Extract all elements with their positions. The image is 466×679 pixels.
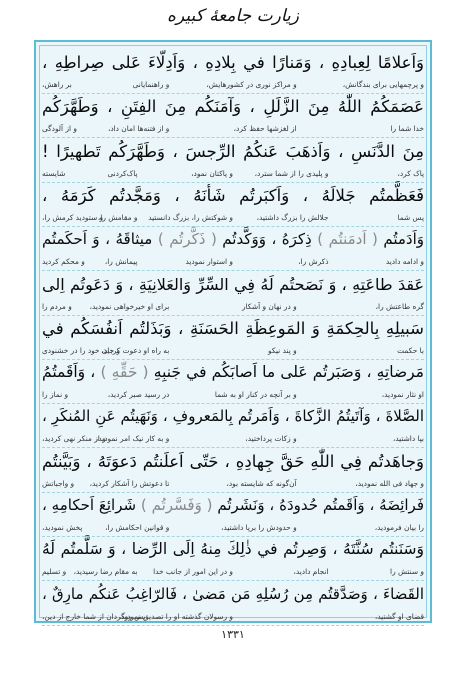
translation-segment: و بر آنچه در کنار او به شما	[214, 390, 297, 400]
translation-segment: و مقامش را،	[97, 212, 138, 222]
translation-segment: و مردم را	[42, 301, 72, 311]
arabic-text: وَاَدَمتُم ( اَدمَنتُم ) ذِكرَهُ ، وَوَكَّدتُم ( ذَكَّرتُم ) ميثاقَهُ ، وَ اَحكَمتُم	[42, 230, 424, 249]
translation-segment: پس شما	[397, 212, 424, 222]
translation-segment: انجام دادید،	[293, 567, 329, 577]
translation-segment: به مقام رضا رسیدید،	[73, 567, 138, 577]
persian-translation	[42, 78, 424, 91]
translation-segment: پیمانش را،	[104, 257, 138, 267]
translation-segment: برای او خیرخواهی نمودید،	[89, 301, 170, 311]
translation-segment: آن‌گونه که شایسته بود،	[226, 478, 297, 488]
verse-row	[42, 136, 424, 183]
arabic-text: فَعَظَّمتُم جَلالَهُ ، وَاَكبَرتُم شَأنَهُ ، وَمَجَّدتُم كَرَمَهُ ،	[42, 185, 424, 205]
alternate-reading: ( ذَكَّرتُم )	[157, 230, 217, 249]
arabic-text: عَقدَ طاعَتِهِ ، وَ نَصَحتُم لَهُ فِي السِّرِّ وَالعَلانِيَةِ ، وَ دَعَوتُم اِلى	[42, 274, 424, 294]
translation-segment: و در نهان و آشکار	[241, 301, 297, 311]
translation-segment: و ستودید کرمش را،	[42, 212, 104, 222]
persian-translation	[42, 300, 424, 313]
arabic-text: سَبيلِهِ بِالحِكمَةِ وَ المَوعِظَةِ الحَسَنَةِ ، وَبَذَلتُم اَنفُسَكُم في	[42, 318, 424, 338]
arabic-text: مِنَ الدَّنَسِ ، وَاَذهَبَ عَنكُمُ الرِّجسَ ، وَطَهَّرَكُم تَطهيرًا !	[42, 141, 424, 161]
persian-translation	[42, 565, 424, 578]
translation-segment: و نماز را	[42, 390, 69, 400]
translation-segment: و واجباتش	[42, 478, 75, 488]
translation-segment: و در این امور از جانب خدا	[153, 567, 233, 577]
translation-segment: با حکمت	[397, 345, 424, 355]
alternate-reading: ( حَقِّهِ )	[100, 363, 149, 382]
translation-segment: و استوار نمودید	[185, 257, 233, 267]
verse-row	[42, 357, 424, 404]
text-frame	[34, 40, 432, 623]
persian-translation	[42, 610, 424, 623]
translation-segment: شایسته	[42, 168, 66, 178]
translation-segment: قضای او گشتید،	[374, 611, 424, 621]
persian-translation	[42, 122, 424, 135]
translation-segment: و پاکتان نمود،	[191, 168, 233, 178]
translation-segment: و ادامه دادید	[385, 257, 424, 267]
translation-segment: و محکم کردید	[42, 257, 85, 267]
verse-row	[42, 490, 424, 537]
translation-segment: بر راهش،	[42, 80, 72, 89]
arabic-text: فَرائِضَهُ ، وَاَقَمتُم حُدودَهُ ، وَنَشَرتُم ( وَفَسَّرتُم ) شَرائِعَ اَحكامِهِ ،	[42, 496, 424, 514]
persian-translation	[42, 211, 424, 224]
arabic-text: مَرضاتِهِ ، وَصَبَرتُم عَلى ما اَصابَكُم في جَنبِهِ ( حَقِّهِ ) ، وَاَقَمتُمُ	[42, 363, 424, 382]
page-number: ۱۳۳۱	[221, 628, 245, 641]
verse-row	[42, 269, 424, 316]
translation-segment: و زکات پرداختید،	[245, 434, 297, 444]
translation-segment: پس روگردان از شما خارج از دین،	[42, 611, 146, 621]
translation-segment: گره طاعتش را،	[375, 301, 424, 311]
translation-segment: و جان خود را در خشنودی	[42, 345, 121, 355]
translation-segment: تا دعوتش را آشکار کردید،	[89, 478, 170, 488]
translation-segment: و از فتنه‌ها امان داد،	[107, 124, 170, 134]
translation-segment: پاک کرد،	[397, 168, 424, 178]
verse-row	[42, 47, 424, 94]
persian-translation	[42, 477, 424, 490]
alternate-reading: ( وَفَسَّرتُم )	[140, 496, 213, 514]
verse-row	[42, 401, 424, 448]
verse-row	[42, 180, 424, 227]
arabic-text: وَجاهَدتُم فِي اللّٰهِ حَقَّ جِهادِهِ ، حَتّى اَعلَنتُم دَعوَتَهُ ، وَبَيَّنتُم	[42, 451, 424, 471]
translation-segment: و از منکر نهی کردید،	[42, 434, 106, 444]
translation-segment: را بیان فرمودید،	[374, 523, 424, 532]
persian-translation	[42, 388, 424, 401]
verse-row	[42, 534, 424, 581]
translation-segment: و راهنمایانی	[132, 80, 170, 89]
translation-segment: و سنتش را	[390, 567, 424, 577]
translation-segment: و جهاد فی الله نمودید،	[355, 478, 424, 488]
translation-segment: و پند نیکو	[268, 345, 297, 355]
translation-segment: و شوکتش را، بزرگ دانستید	[148, 212, 233, 222]
translation-segment: و از آلودگی	[42, 124, 77, 134]
translation-segment: و مراکز نوری در کشورهایش،	[206, 80, 297, 89]
verse-row	[42, 579, 424, 626]
arabic-text: القَضاءَ ، وَصَدَّقتُم مِن رُسُلِهِ مَن مَضىٰ ، فَالرّاغِبُ عَنكُم مارِقٌ ،	[42, 584, 424, 603]
persian-translation	[42, 255, 424, 268]
persian-translation	[42, 167, 424, 180]
translation-segment: پخش نمودید،	[42, 523, 83, 532]
page-title: زیارت جامعهٔ کبیره	[167, 6, 299, 26]
translation-segment: و تسلیم	[42, 567, 67, 577]
verse-row	[42, 446, 424, 493]
verse-row	[42, 91, 424, 138]
translation-segment: و پلیدی را از شما سترد،	[254, 168, 329, 178]
verse-row	[42, 313, 424, 360]
translation-segment: و به کار نیک امر نمودید،	[95, 434, 170, 444]
verse-row	[42, 224, 424, 271]
translation-segment: ذکرش را،	[298, 257, 329, 267]
arabic-text: عَصَمَكُمُ اللّٰهُ مِنَ الزَّلَلِ ، وَآمَنَكُم مِنَ الفِتَنِ ، وَطَهَّرَكُم	[42, 97, 424, 117]
arabic-text: وَسَنَنتُم سُنَّتَهُ ، وَصِرتُم في ذٰلِكَ مِنهُ اِلَى الرِّضا ، وَ سَلَّمتُم لَهُ	[42, 540, 424, 559]
translation-segment: به راه او دعوت کردید،	[101, 345, 170, 355]
alternate-reading: ( اَدمَنتُم )	[317, 230, 378, 249]
translation-segment: و قوانین احکامش را،	[105, 523, 170, 532]
persian-translation	[42, 432, 424, 445]
translation-segment: بپا داشتید،	[392, 434, 424, 444]
arabic-text: وَاَعلامًا لِعِبادِهِ ، وَمَنارًا في بِلادِهِ ، وَاَدِلّاءَ عَلى صِراطِهِ ،	[42, 53, 424, 72]
translation-segment: خدا شما را	[390, 124, 424, 134]
translation-segment: از لغزشها حفظ کرد،	[233, 124, 297, 134]
translation-segment: در رسید صبر کردید،	[107, 390, 170, 400]
translation-segment: و پرچمهایی برای بندگانش،	[342, 80, 424, 89]
persian-translation	[42, 344, 424, 357]
translation-segment: جلالش را بزرگ داشتید،	[256, 212, 329, 222]
translation-segment: و رسولان گذشته او را تصدیق نمودید،	[118, 611, 233, 621]
translation-segment: او نثار نمودید،	[381, 390, 424, 400]
persian-translation	[42, 521, 424, 534]
translation-segment: پاک‌کردنی	[107, 168, 138, 178]
translation-segment: و حدودش را برپا داشتید،	[221, 523, 297, 532]
arabic-text: الصَّلاةَ ، وَآتَيتُمُ الزَّكاةَ ، وَاَمَرتُم بِالمَعروفِ ، وَنَهَيتُم عَنِ المُنكَرِ ،	[42, 407, 424, 426]
